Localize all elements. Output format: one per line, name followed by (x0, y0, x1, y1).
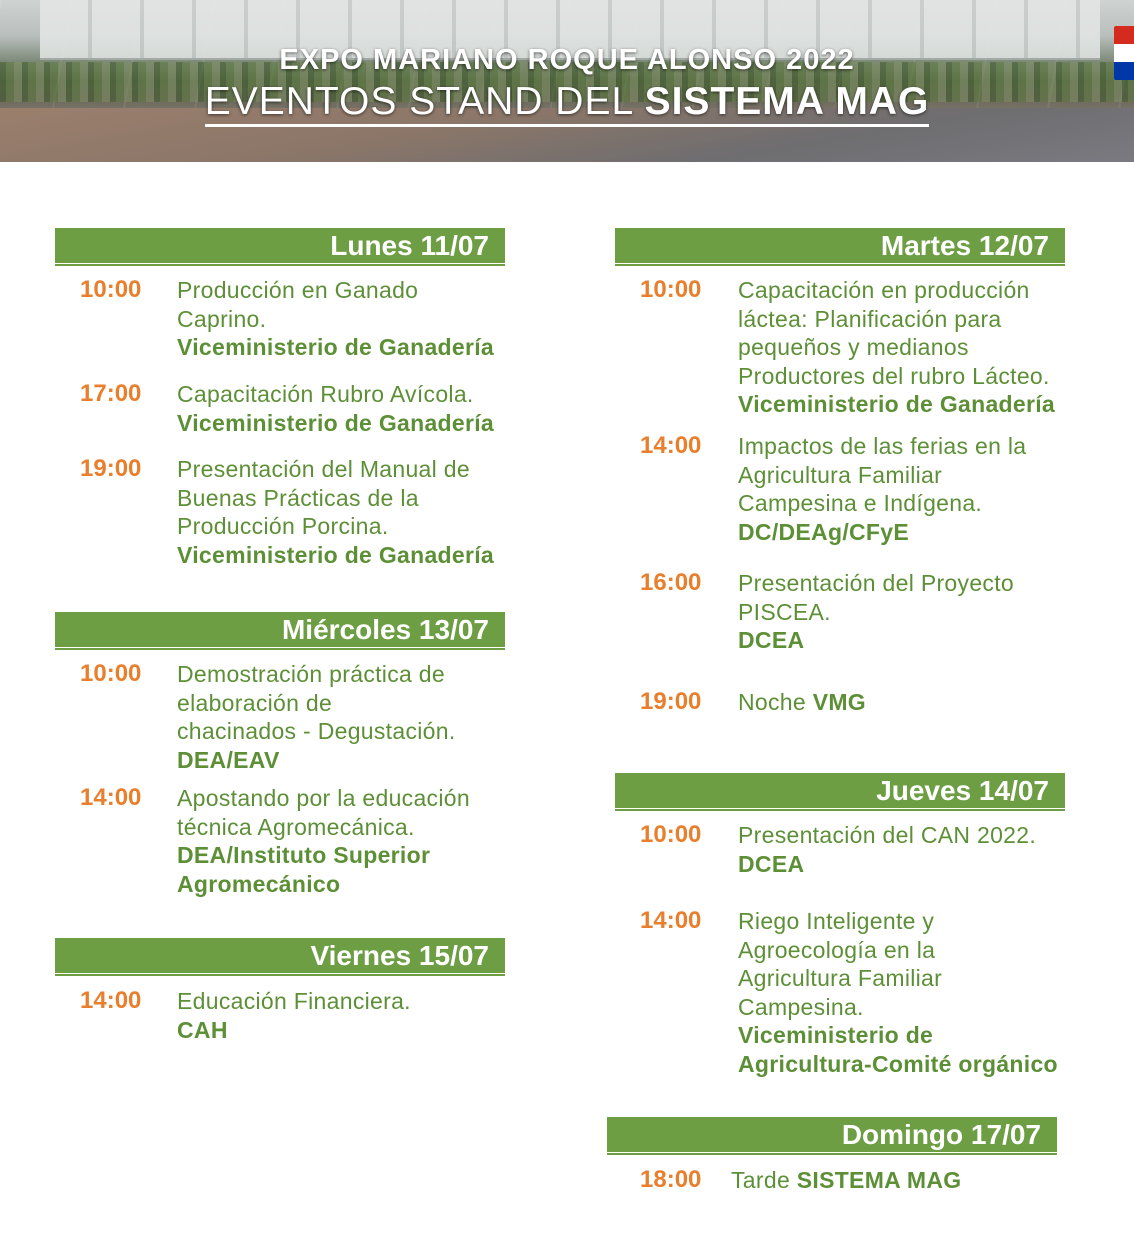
event-organizer: DEA/EAV (177, 746, 280, 773)
event-organizer: Viceministerio de Ganadería (177, 541, 495, 568)
event-time: 14:00 (640, 907, 702, 934)
event-description: Noche VMG (738, 689, 866, 715)
event-time: 18:00 (640, 1166, 702, 1193)
event-subtitle: EVENTOS STAND DEL SISTEMA MAG (0, 80, 1134, 124)
event-organizer: DC/DEAg/CFyE (738, 518, 910, 545)
event-organizer: Viceministerio de Ganadería (177, 409, 495, 436)
event-organizer: DCEA (738, 850, 805, 877)
event-organizer: SISTEMA MAG (796, 1167, 962, 1193)
event-description: Producción en Ganado Caprino. Viceministerio de Ganadería (177, 276, 557, 362)
event-time: 10:00 (640, 276, 702, 303)
event-time: 14:00 (640, 432, 702, 459)
event-description: Presentación del Proyecto PISCEA. DCEA (738, 569, 1128, 655)
event-time: 16:00 (640, 569, 702, 596)
header-banner (0, 0, 1134, 162)
event-organizer: Viceministerio de Ganadería (738, 391, 1056, 417)
event-description: Capacitación Rubro Avícola. Viceministerio de Ganadería (177, 380, 557, 437)
day-header-martes: Martes 12/07 (615, 228, 1065, 263)
day-header-miercoles: Miércoles 13/07 (55, 612, 505, 647)
event-organizer: Agricultura-Comité orgánico (738, 1050, 1058, 1077)
event-title: EXPO MARIANO ROQUE ALONSO 2022 (279, 44, 855, 76)
event-description: Educación Financiera. CAH (177, 987, 557, 1044)
day-header-viernes: Viernes 15/07 (55, 938, 505, 973)
event-time: 17:00 (80, 380, 142, 407)
event-organizer: CAH (177, 1016, 228, 1043)
event-description: Presentación del CAN 2022. DCEA (738, 821, 1128, 878)
event-description: Riego Inteligente y Agroecología en la Agricultura Familiar Campesina. Viceministerio de Agricultura-Comité orgánico (738, 907, 1128, 1078)
day-header-domingo: Domingo 17/07 (607, 1117, 1057, 1152)
event-description: Apostando por la educación técnica Agromecánica. DEA/Instituto Superior Agromecánico (177, 784, 557, 898)
event-time: 10:00 (640, 821, 702, 848)
event-time: 10:00 (80, 660, 142, 687)
event-time: 10:00 (80, 276, 142, 303)
event-description: Impactos de las ferias en la Agricultura Familiar Campesina e Indígena. DC/DEAg/CFyE (738, 432, 1128, 546)
event-description: Demostración práctica de elaboración de chacinados - Degustación. DEA/EAV (177, 660, 557, 774)
event-organizer: Agromecánico (177, 870, 341, 897)
day-header-lunes: Lunes 11/07 (55, 228, 505, 263)
event-organizer: DEA/Instituto Superior (177, 842, 431, 868)
event-description: Capacitación en producción láctea: Planificación para pequeños y medianos Productores del rubro Lácteo. Viceministerio de Ganadería (738, 276, 1128, 419)
event-time: 19:00 (80, 455, 142, 482)
event-organizer: Viceministerio de (738, 1022, 934, 1048)
event-organizer: Viceministerio de Ganadería (177, 334, 495, 360)
event-description: Tarde SISTEMA MAG (731, 1167, 962, 1193)
event-time: 19:00 (640, 688, 702, 715)
event-time: 14:00 (80, 987, 142, 1014)
event-description: Presentación del Manual de Buenas Prácticas de la Producción Porcina. Viceministerio de Ganadería (177, 455, 557, 569)
event-organizer: DCEA (738, 627, 805, 653)
event-time: 14:00 (80, 784, 142, 811)
event-organizer: VMG (812, 689, 866, 715)
day-header-jueves: Jueves 14/07 (615, 773, 1065, 808)
